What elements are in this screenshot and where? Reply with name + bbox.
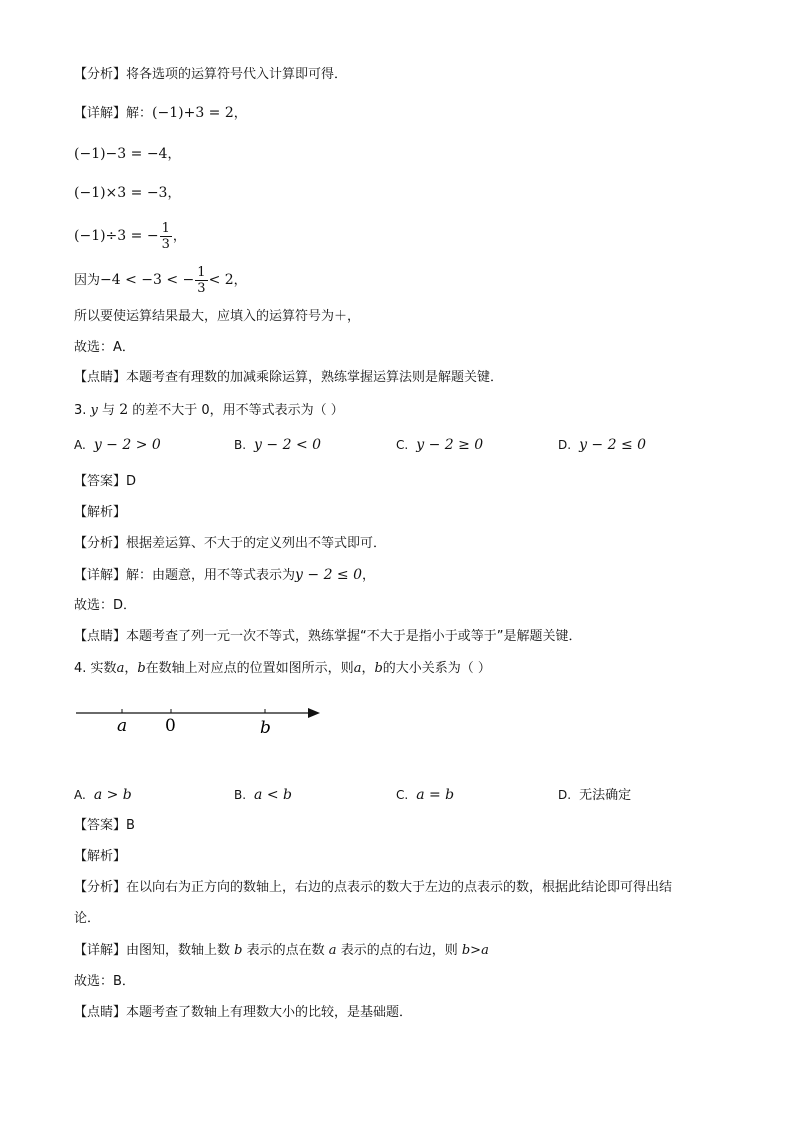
equation-4: (−1)÷3 = − [74,228,159,244]
detail-tag: 【详解】 [74,568,127,583]
q3-option-d: D. y − 2 ≤ 0 [558,437,647,453]
analysis-tag: 【分析】 [74,67,127,82]
q3-choose: 故选：D． [74,598,137,613]
q3-analysis: 【分析】根据差运算、不大于的定义列出不等式即可． [74,536,387,551]
q3-detail: 【详解】解：由题意，用不等式表示为y − 2 ≤ 0， [74,567,376,583]
inequality-chain-right: < 2 [208,272,234,288]
analysis-text: 将各选项的运算符号代入计算即可得． [126,67,348,82]
detail-tag: 【详解】 [74,106,127,121]
q4-comment: 【点睛】本题考查了数轴上有理数大小的比较，是基础题． [74,1005,413,1020]
q3-answer: 【答案】D [74,474,137,489]
comment-tag: 【点睛】 [74,1005,127,1020]
q4-analysis-cont: 论． [74,911,101,926]
q4-detail: 【详解】由图知，数轴上数 b 表示的点在数 a 表示的点的右边，则 b>a [74,943,489,958]
q2-conclusion: 所以要使运算结果最大，应填入的运算符号为＋， [74,309,361,324]
q2-choose: 故选：A． [74,340,135,355]
fraction-one-third: $\frac{1}{3}$ [161,221,170,252]
q2-eq2-line: (−1)−3 = −4， [74,146,181,162]
q2-analysis [74,66,347,84]
q2-detail: 【详解】解：(−1)+3 = 2， [74,105,247,121]
answer-tag: 【答案】 [74,474,127,489]
detail-tag: 【详解】 [74,943,127,958]
q4-option-b: B. a < b [234,787,292,803]
equation-2: (−1)−3 = −4 [74,146,168,162]
q3-comment: 【点睛】本题考查了列一元一次不等式，熟练掌握“不大于是指小于或等于”是解题关键． [74,629,582,644]
q4-option-c: C. a = b [396,787,455,803]
q4-stem: 4. 实数a，b在数轴上对应点的位置如图所示，则a，b的大小关系为（ ） [74,661,491,676]
q3-option-c: C. y − 2 ≥ 0 [396,437,484,453]
q2-eq3-line: (−1)×3 = −3， [74,185,181,201]
q2-comment: 【点睛】本题考查有理数的加减乘除运算，熟练掌握运算法则是解题关键． [74,370,504,385]
fraction-one-third: $\frac{1}{3}$ [197,265,206,296]
equation-1: (−1)+3 = 2 [152,105,234,121]
q4-answer: 【答案】B [74,818,135,833]
inequality-chain-left: −4 < −3 < − [100,272,195,288]
q4-analysis: 【分析】在以向右为正方向的数轴上，右边的点表示的数大于左边的点表示的数，根据此结论即可得出结 [74,880,673,895]
q4-option-a: A. a > b [74,787,132,803]
point-label-b: b [260,718,271,738]
analysis-tag: 【分析】 [74,536,127,551]
q3-explain-tag: 【解析】 [74,505,127,520]
comment-tag: 【点睛】 [74,629,127,644]
analysis-tag: 【分析】 [74,880,127,895]
q4-option-d: D. 无法确定 [558,788,632,803]
q2-because-line: 因为−4 < −3 < − $\frac{1}{3}$ < 2， [74,265,247,296]
q4-explain-tag: 【解析】 [74,849,127,864]
q3-stem: 3. y 与 2 的差不大于 0，用不等式表示为（ ） [74,402,344,418]
arrow-right-icon [308,708,320,718]
comment-tag: 【点睛】 [74,370,127,385]
q2-eq4-line: (−1)÷3 = − $\frac{1}{3}$ ， [74,221,186,252]
q3-option-b: B. y − 2 < 0 [234,437,322,453]
q3-option-a: A. y − 2 > 0 [74,437,161,453]
q4-choose: 故选：B． [74,974,135,989]
answer-tag: 【答案】 [74,818,127,833]
number-line-figure [70,700,330,742]
equation-3: (−1)×3 = −3 [74,185,168,201]
point-label-zero: 0 [165,716,176,736]
point-label-a: a [117,716,128,736]
